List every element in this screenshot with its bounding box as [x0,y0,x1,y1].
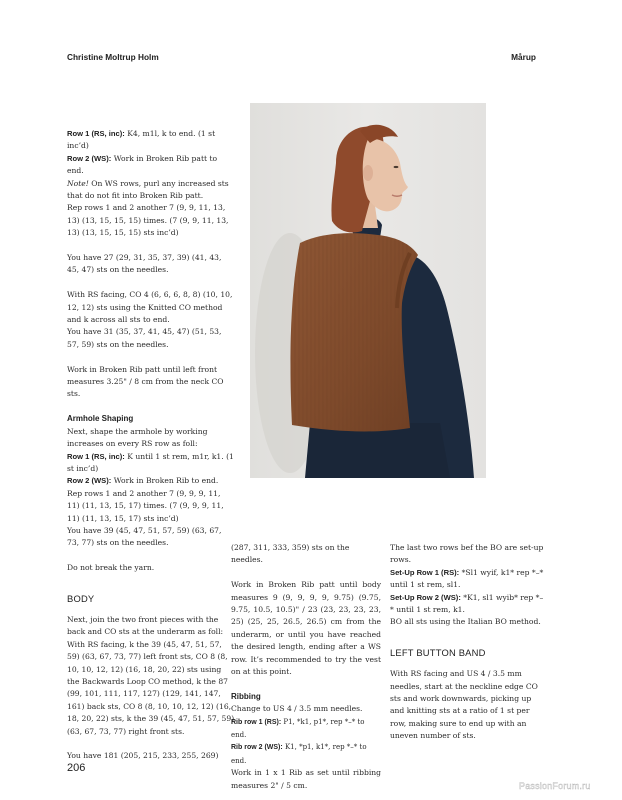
bind-off-instruction: BO all sts using the Italian BO method. [390,617,541,627]
ribbing-heading: Ribbing [231,691,261,701]
column-right [390,542,545,743]
armhole-repeat: Rep rows 1 and 2 another 7 (9, 9, 9, 11, 11) (11, 13, 15, 17) times. (7 (9, 9, 9, 11, 11) (11, 13, 15, 17) sts inc’d) [67,488,224,523]
stitch-count-4: You have 181 (205, 215, 233, 255, 269) [67,751,219,761]
pattern-title: Mårup [511,52,536,62]
watermark: PassionForum.ru [519,781,591,791]
button-band-instruction: With RS facing and US 4 / 3.5 mm needles, start at the neckline edge CO sts and work downwards, picking up and knitting sts at a ratio of 1 st per row, making sure to end up with an uneven number of sts. [390,669,538,741]
armhole-row2: Row 2 (WS): Work in Broken Rib to end. [67,476,219,486]
work-instruction: Work in Broken Rib patt until left front measures 3.25" / 8 cm from the neck CO sts. [67,364,224,399]
armhole-row1: Row 1 (RS, inc): K until 1 st rem, m1r, k1. (1 st inc’d) [67,451,234,473]
photo-illustration [250,103,486,478]
body-instruction: Next, join the two front pieces with the back and CO sts at the underarm as foll: With RS facing, k the 39 (45, 47, 51, 57, 59) (63, 67, 73, 77) left front sts, CO 8 (8, 10, 10, 12, 12) (16, 18, 20, 22) sts using the Backwards Loop CO method, k the 87 (99, 101, 111, 117, 127) (129, 141, 147, 161) back sts, CO 8 (8, 10, 10, 12, 12) (16, 18, 20, 22) sts, k the 39 (45, 47, 51, 57, 59) (63, 67, 73, 77) right front sts. [67,614,235,736]
rib-work-instruction: Work in 1 x 1 Rib as set until ribbing measures 2" / 5 cm. [231,768,381,790]
setup-row1: Set-Up Row 1 (RS): *Sl1 wyif, k1* rep *–* until 1 st rem, sl1. [390,567,544,590]
rib-row1: Rib row 1 (RS): P1, *k1, p1*, rep *–* to end. [231,717,365,740]
setup-intro: The last two rows bef the BO are set-up rows. [390,543,544,565]
ribbing-needles: Change to US 4 / 3.5 mm needles. [231,704,363,714]
row2-instruction: Row 2 (WS): Work in Broken Rib patt to end. [67,153,218,176]
stitch-count-continued: (287, 311, 333, 359) sts on the needles. [231,543,350,565]
column-middle [231,542,381,792]
left-button-band-heading: LEFT BUTTON BAND [390,646,486,658]
note: Note! On WS rows, purl any increased sts that do not fit into Broken Rib patt. [67,178,229,201]
body-heading: BODY [67,592,95,604]
repeat-instruction: Rep rows 1 and 2 another 7 (9, 9, 11, 13, 13) (13, 15, 15, 15) times. (7 (9, 9, 11, 13, 13) (13, 15, 15, 15) sts inc’d) [67,203,229,238]
author-name: Christine Moltrup Holm [67,52,159,62]
armhole-intro: Next, shape the armhole by working increases on every RS row as foll: [67,426,208,449]
armhole-heading: Armhole Shaping [67,414,134,424]
model-photo [250,103,486,478]
column-left [67,128,235,763]
row2-label: Row 2 (WS): [67,153,112,163]
note-label: Note! [67,178,89,188]
stitch-count-2: You have 31 (35, 37, 41, 45, 47) (51, 53, 57, 59) sts on the needles. [67,327,222,349]
do-not-break-note: Do not break the yarn. [67,563,155,573]
row1-label: Row 1 (RS, inc): [67,129,125,138]
cast-on-instruction: With RS facing, CO 4 (6, 6, 6, 8, 8) (10, 10, 12, 12) sts using the Knitted CO method and k across all sts to end. [67,290,233,325]
page-number: 206 [67,762,86,774]
stitch-count-1: You have 27 (29, 31, 35, 37, 39) (41, 43, 45, 47) sts on the needles. [67,253,222,275]
rib-row2: Rib row 2 (WS): K1, *p1, k1*, rep *–* to end. [231,743,367,765]
row1-instruction: Row 1 (RS, inc): K4, m1l, k to end. (1 st inc’d) [67,129,216,151]
setup-row2: Set-Up Row 2 (WS): *K1, sl1 wyib* rep *–* until 1 st rem, k1. [390,592,544,615]
stitch-count-3: You have 39 (45, 47, 51, 57, 59) (63, 67, 73, 77) sts on the needles. [67,525,222,548]
body-length-instruction: Work in Broken Rib patt until body measures 9 (9, 9, 9, 9, 9.75) (9.75, 9.75, 10.5, 10.5)" / 23 (23, 23, 23, 23, 25) (25, 25, 26.5, 26.5) cm from the underarm, or until you have reached the desired length, ending after a WS row. It’s recommended to try the vest on at this point. [231,580,381,677]
